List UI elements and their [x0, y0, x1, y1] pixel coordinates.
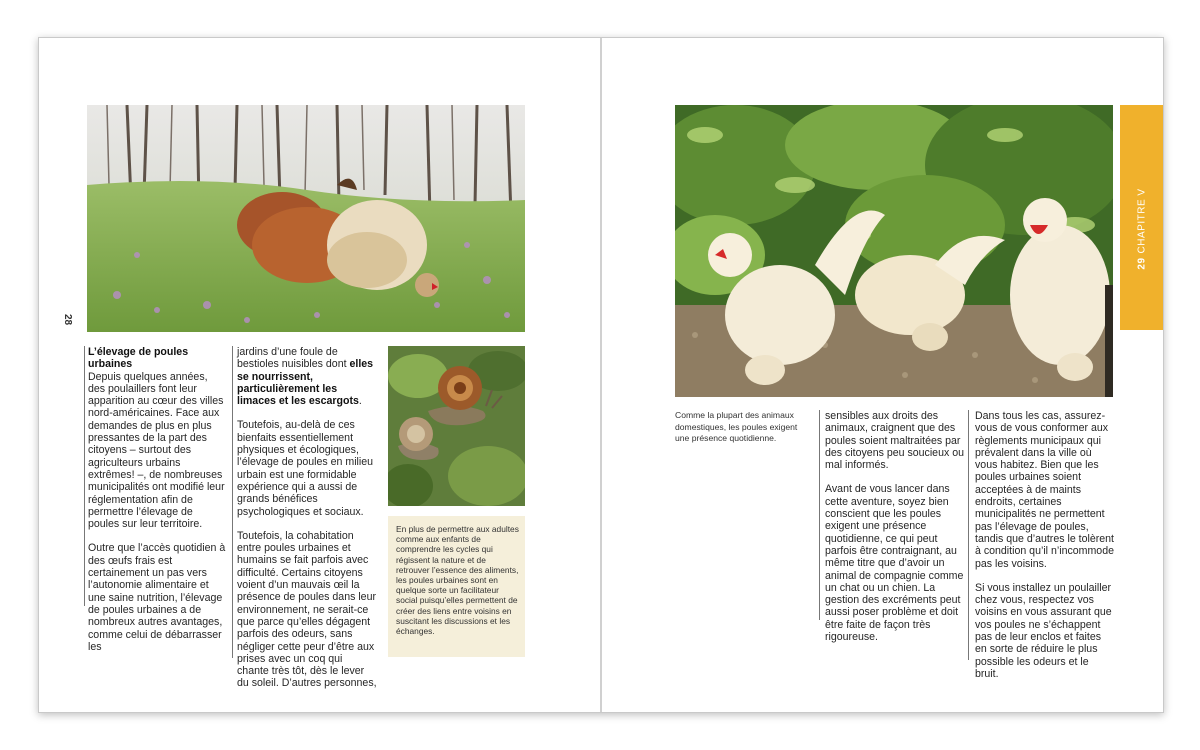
- paragraph: Toutefois, au-delà de ces bienfaits essentiellement physiques et écologiques, l’élevage de poules en milieu urbain est une formidable expérience qui a aussi de grands bénéfices psychologiques et sociaux.: [237, 419, 374, 518]
- right-column-2: [975, 410, 1115, 692]
- column-rule: [968, 410, 969, 660]
- paragraph: sensibles aux droits des animaux, craignent que des poules soient maltraitées par des citoyens peu soucieux ou mal informés.: [825, 410, 964, 472]
- photo-caption: Comme la plupart des animaux domestiques, les poules exigent une présence quotidienne.: [675, 410, 798, 443]
- paragraph: Outre que l’accès quotidien à des œufs frais est certainement un pas vers l’autonomie alimentaire et une saine nutrition, l’élevage de poules urbaines a de nombreux autres avantages, comme celui de débarrasser les: [88, 542, 226, 653]
- paragraph: Si vous installez un poulailler chez vous, respectez vos voisins en vous assurant que vos poules ne s’échappent pas de leur enclos et faites en sorte de réduire le plus possible les odeurs et le bruit.: [975, 581, 1112, 680]
- sidebar-text: En plus de permettre aux adultes comme aux enfants de comprendre les cycles qui régissent la nature et de retrouver l’essence des aliments, les poules urbaines sont en quelque sorte un facilitateur social puisqu’elles permettent de créer des liens entre voisins en suscitant les discussions et les échanges.: [396, 524, 519, 637]
- chapter-tab: [1120, 105, 1163, 330]
- page-gutter: [600, 38, 602, 712]
- page-number-left: 28: [62, 313, 74, 326]
- page-number-right: 29: [1136, 257, 1147, 270]
- snails-photo: [388, 346, 525, 506]
- paragraph-emphasis: elles se nourrissent, particulièrement les limaces et les escargots: [237, 358, 374, 408]
- white-hens-photo: [675, 105, 1113, 397]
- paragraph-start: jardins d’une foule de bestioles nuisibles dont: [237, 346, 350, 371]
- right-column-1: [825, 410, 965, 655]
- paragraph: Avant de vous lancer dans cette aventure, soyez bien conscient que les poules exigent une présence quotidienne, ce qui peut parfois être contraignant, au même titre que d’avoir un animal de compagnie comme un chat ou un chien. La gestion des excréments peut aussi poser problème et doit être faite de façon très rigoureuse.: [825, 483, 964, 644]
- paragraph: Toutefois, la cohabitation entre poules urbaines et humains se fait parfois avec difficulté. Certains citoyens voient d’un mauvais œil la présence de poules dans leur environnement, ne serait-ce que parce qu’elles dégagent parfois des odeurs, sans négliger cette peur d’être aux prises avec un coq qui chante très tôt, dès le lever du soleil. D’autres personnes,: [237, 529, 377, 690]
- paragraph: Dans tous les cas, assurez-vous de vous conformer aux règlements municipaux qui prévalent dans la ville où vous habitez. Bien que les poules urbaines soient acceptées à de maints endroits, certaines municipalités ne permettent pas l’élevage de poules, tandis que d’autres le tolèrent à condition qu’il n’incommode pas les voisins.: [975, 410, 1114, 570]
- left-column-2: [237, 346, 377, 702]
- intro-paragraph: Depuis quelques années, des poulaillers font leur apparition au cœur des villes nord-américaines. Face aux demandes de plus en plus pressantes de la part des citoyens – surtout des agriculteurs urbains extrêmes! –, de nombreuses municipalités ont modifié leur réglementation afin de permettre l’élevage de poules sur leur territoire.: [88, 370, 225, 531]
- left-column-1: [88, 346, 226, 665]
- column-rule: [232, 346, 233, 658]
- chapter-tab-label: [1136, 188, 1147, 269]
- chapter-label: CHAPITRE V: [1136, 188, 1147, 254]
- hens-meadow-photo: [87, 105, 525, 332]
- paragraph-end: .: [358, 395, 362, 408]
- column-rule: [84, 346, 85, 606]
- column-rule: [819, 410, 820, 620]
- section-heading: L’élevage de poules urbaines: [88, 346, 189, 371]
